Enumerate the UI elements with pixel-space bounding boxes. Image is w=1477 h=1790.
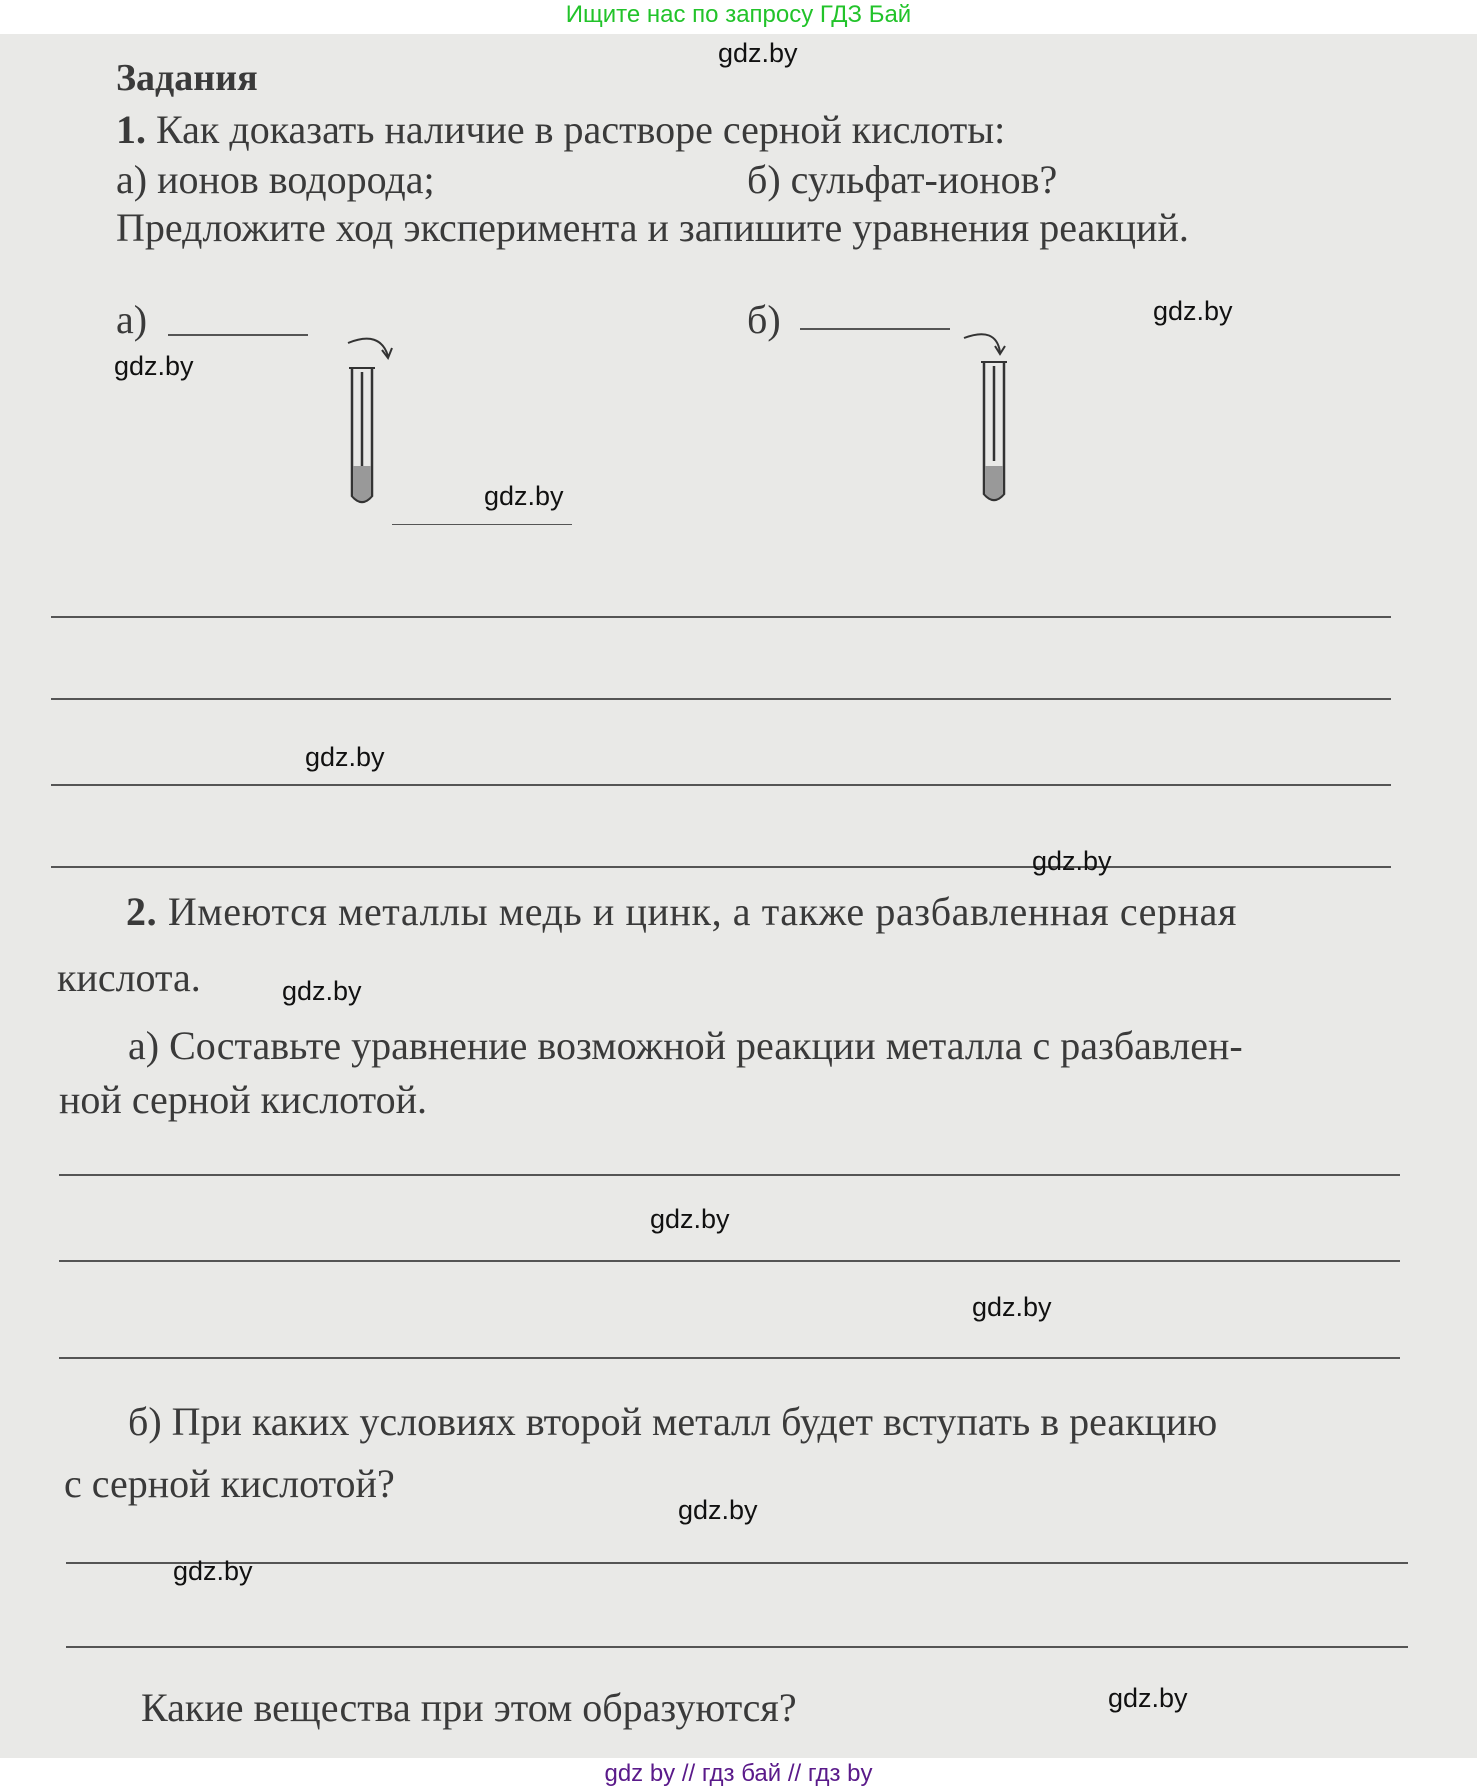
task1-b: б) сульфат-ионов? xyxy=(747,157,1058,202)
workbook-page xyxy=(0,34,1477,1758)
top-banner: Ищите нас по запросу ГДЗ Бай xyxy=(565,1,912,28)
answer-b-label: б) xyxy=(747,297,781,342)
task2-b-line2: с серной кислотой? xyxy=(64,1461,395,1506)
watermark: gdz.by xyxy=(678,1495,758,1525)
answer-line xyxy=(66,1562,1408,1564)
task1-question-text: Как доказать наличие в растворе серной кислоты: xyxy=(156,107,1006,152)
answer-line xyxy=(51,698,1391,700)
watermark: gdz.by xyxy=(282,976,362,1006)
task1-instruction: Предложите ход эксперимента и запишите уравнения реакций. xyxy=(116,205,1189,250)
answer-line xyxy=(51,784,1391,786)
task2-number: 2. xyxy=(126,889,158,934)
task2-b-line1: б) При каких условиях второй металл будет вступать в реакцию xyxy=(128,1399,1218,1444)
bottom-banner: gdz by // гдз бай // гдз by xyxy=(604,1760,873,1787)
answer-line xyxy=(66,1646,1408,1648)
task2-a-line1: а) Составьте уравнение возможной реакции металла с разбавлен- xyxy=(128,1023,1243,1068)
answer-a-label: а) xyxy=(116,297,148,342)
watermark: gdz.by xyxy=(484,481,564,511)
answer-line xyxy=(59,1174,1400,1176)
task2-question-line1 xyxy=(126,888,1237,935)
watermark: gdz.by xyxy=(718,38,798,68)
short-rule xyxy=(392,524,572,525)
task2-final-question: Какие вещества при этом образуются? xyxy=(141,1685,797,1730)
answer-line xyxy=(59,1260,1400,1262)
watermark: gdz.by xyxy=(173,1556,253,1586)
task1-number: 1. xyxy=(116,107,146,152)
answer-line xyxy=(59,1357,1400,1359)
task2-question-line2: кислота. xyxy=(57,955,201,1000)
answer-line xyxy=(51,616,1391,618)
watermark: gdz.by xyxy=(650,1204,730,1234)
answer-b-line xyxy=(800,328,950,330)
task1-a: а) ионов водорода; xyxy=(116,157,435,202)
watermark: gdz.by xyxy=(1153,296,1233,326)
task2-a-line2: ной серной кислотой. xyxy=(59,1077,428,1122)
watermark: gdz.by xyxy=(1032,846,1112,876)
watermark: gdz.by xyxy=(114,351,194,381)
watermark: gdz.by xyxy=(305,742,385,772)
task1-question xyxy=(116,106,1005,153)
test-tube-a-icon xyxy=(330,328,400,518)
answer-line xyxy=(51,866,1391,868)
watermark: gdz.by xyxy=(1108,1683,1188,1713)
section-title: Задания xyxy=(116,57,258,99)
watermark: gdz.by xyxy=(972,1292,1052,1322)
test-tube-b-icon xyxy=(962,326,1032,516)
answer-a-line xyxy=(168,334,308,336)
task2-question-text: Имеются металлы медь и цинк, а также разбавленная серная xyxy=(167,889,1237,934)
